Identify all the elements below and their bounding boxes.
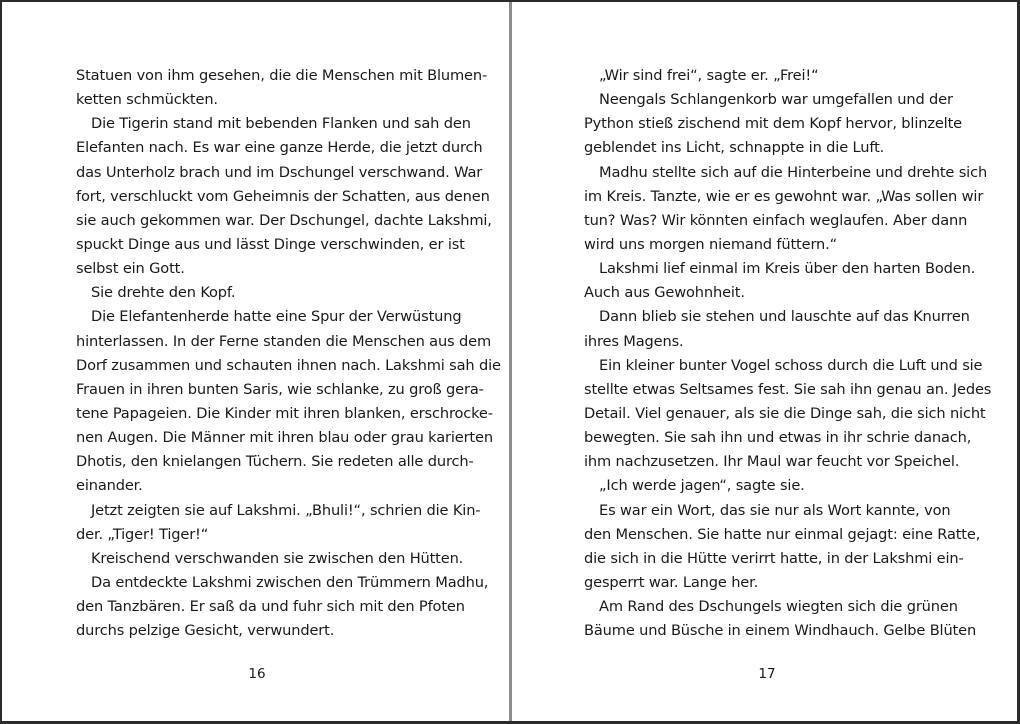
page-number-right: 17 xyxy=(758,666,776,682)
right-page xyxy=(512,2,1017,721)
text-line: ketten schmückten. xyxy=(76,91,218,109)
text-line: einander. xyxy=(76,477,143,495)
text-line: selbst ein Gott. xyxy=(76,260,185,278)
text-line: spuckt Dinge aus und lässt Dinge verschwinden, er ist xyxy=(76,235,465,253)
text-line: den Menschen. Sie hatte nur einmal gejagt: eine Ratte, xyxy=(584,525,981,543)
text-line: hinterlassen. In der Ferne standen die Menschen aus dem xyxy=(76,332,492,350)
text-line: die sich in die Hütte verirrt hatte, in der Lakshmi ein- xyxy=(584,549,964,567)
text-line: nen Augen. Die Männer mit ihren blau oder grau karierten xyxy=(76,429,493,447)
text-line: tun? Was? Wir könnten einfach weglaufen. Aber dann xyxy=(584,211,968,229)
text-line: ihm nachzusetzen. Ihr Maul war feucht vor Speichel. xyxy=(584,453,960,471)
text-line: Am Rand des Dschungels wiegten sich die grünen xyxy=(599,598,958,616)
text-line: „Ich werde jagen“, sagte sie. xyxy=(599,477,805,495)
text-line: Es war ein Wort, das sie nur als Wort kannte, von xyxy=(599,501,951,519)
text-line: Auch aus Gewohnheit. xyxy=(584,284,745,302)
text-line: durchs pelzige Gesicht, verwundert. xyxy=(76,622,335,640)
text-line: Madhu stellte sich auf die Hinterbeine und drehte sich xyxy=(599,163,988,181)
text-line: Sie drehte den Kopf. xyxy=(91,284,236,302)
text-line: sie auch gekommen war. Der Dschungel, dachte Lakshmi, xyxy=(76,211,492,229)
text-line: den Tanzbären. Er saß da und fuhr sich mit den Pfoten xyxy=(76,598,465,616)
text-line: Frauen in ihren bunten Saris, wie schlanke, zu groß gera- xyxy=(76,380,484,398)
text-line: Da entdeckte Lakshmi zwischen den Trümmern Madhu, xyxy=(91,573,489,591)
text-line: geblendet ins Licht, schnappte in die Luft. xyxy=(584,139,885,157)
text-line: Lakshmi lief einmal im Kreis über den harten Boden. xyxy=(599,260,976,278)
text-line: fort, verschluckt vom Geheimnis der Schatten, aus denen xyxy=(76,187,490,205)
text-line: der. „Tiger! Tiger!“ xyxy=(76,525,209,543)
text-line: das Unterholz brach und im Dschungel verschwand. War xyxy=(76,163,483,181)
text-line: Bäume und Büsche in einem Windhauch. Gelbe Blüten xyxy=(584,622,977,640)
text-line: Dorf zusammen und schauten ihnen nach. Lakshmi sah die xyxy=(76,356,501,374)
text-line: Neengals Schlangenkorb war umgefallen und der xyxy=(599,91,953,109)
page-number-left: 16 xyxy=(248,666,266,682)
text-line: wird uns morgen niemand füttern.“ xyxy=(584,235,838,253)
text-line: Die Elefantenherde hatte eine Spur der Verwüstung xyxy=(91,308,462,326)
text-line: bewegten. Sie sah ihn und etwas in ihr schrie danach, xyxy=(584,429,972,447)
text-line: Jetzt zeigten sie auf Lakshmi. „Bhuli!“, schrien die Kin- xyxy=(91,501,481,519)
text-line: Elefanten nach. Es war eine ganze Herde, die jetzt durch xyxy=(76,139,483,157)
text-line: Python stieß zischend mit dem Kopf hervor, blinzelte xyxy=(584,115,962,133)
text-line: Kreischend verschwanden sie zwischen den Hütten. xyxy=(91,549,464,567)
text-line: „Wir sind frei“, sagte er. „Frei!“ xyxy=(599,67,819,84)
text-line: ihres Magens. xyxy=(584,332,684,350)
text-line: Ein kleiner bunter Vogel schoss durch die Luft und sie xyxy=(599,356,983,374)
text-line: Die Tigerin stand mit bebenden Flanken und sah den xyxy=(91,115,471,133)
text-line: Dann blieb sie stehen und lauschte auf das Knurren xyxy=(599,308,970,326)
text-line: im Kreis. Tanzte, wie er es gewohnt war. „Was sollen wir xyxy=(584,187,984,205)
left-page-text xyxy=(76,64,501,643)
text-line: stellte etwas Seltsames fest. Sie sah ihn genau an. Jedes xyxy=(584,380,992,398)
text-line: gesperrt war. Lange her. xyxy=(584,573,759,591)
text-line: Statuen von ihm gesehen, die die Menschen mit Blumen- xyxy=(76,67,488,84)
text-line: Dhotis, den knielangen Tüchern. Sie redeten alle durch- xyxy=(76,453,474,471)
left-page xyxy=(2,2,509,721)
text-line: Detail. Viel genauer, als sie die Dinge sah, die sich nicht xyxy=(584,404,986,422)
right-page-text xyxy=(584,64,992,643)
text-line: tene Papageien. Die Kinder mit ihren blanken, erschrocke- xyxy=(76,404,493,422)
